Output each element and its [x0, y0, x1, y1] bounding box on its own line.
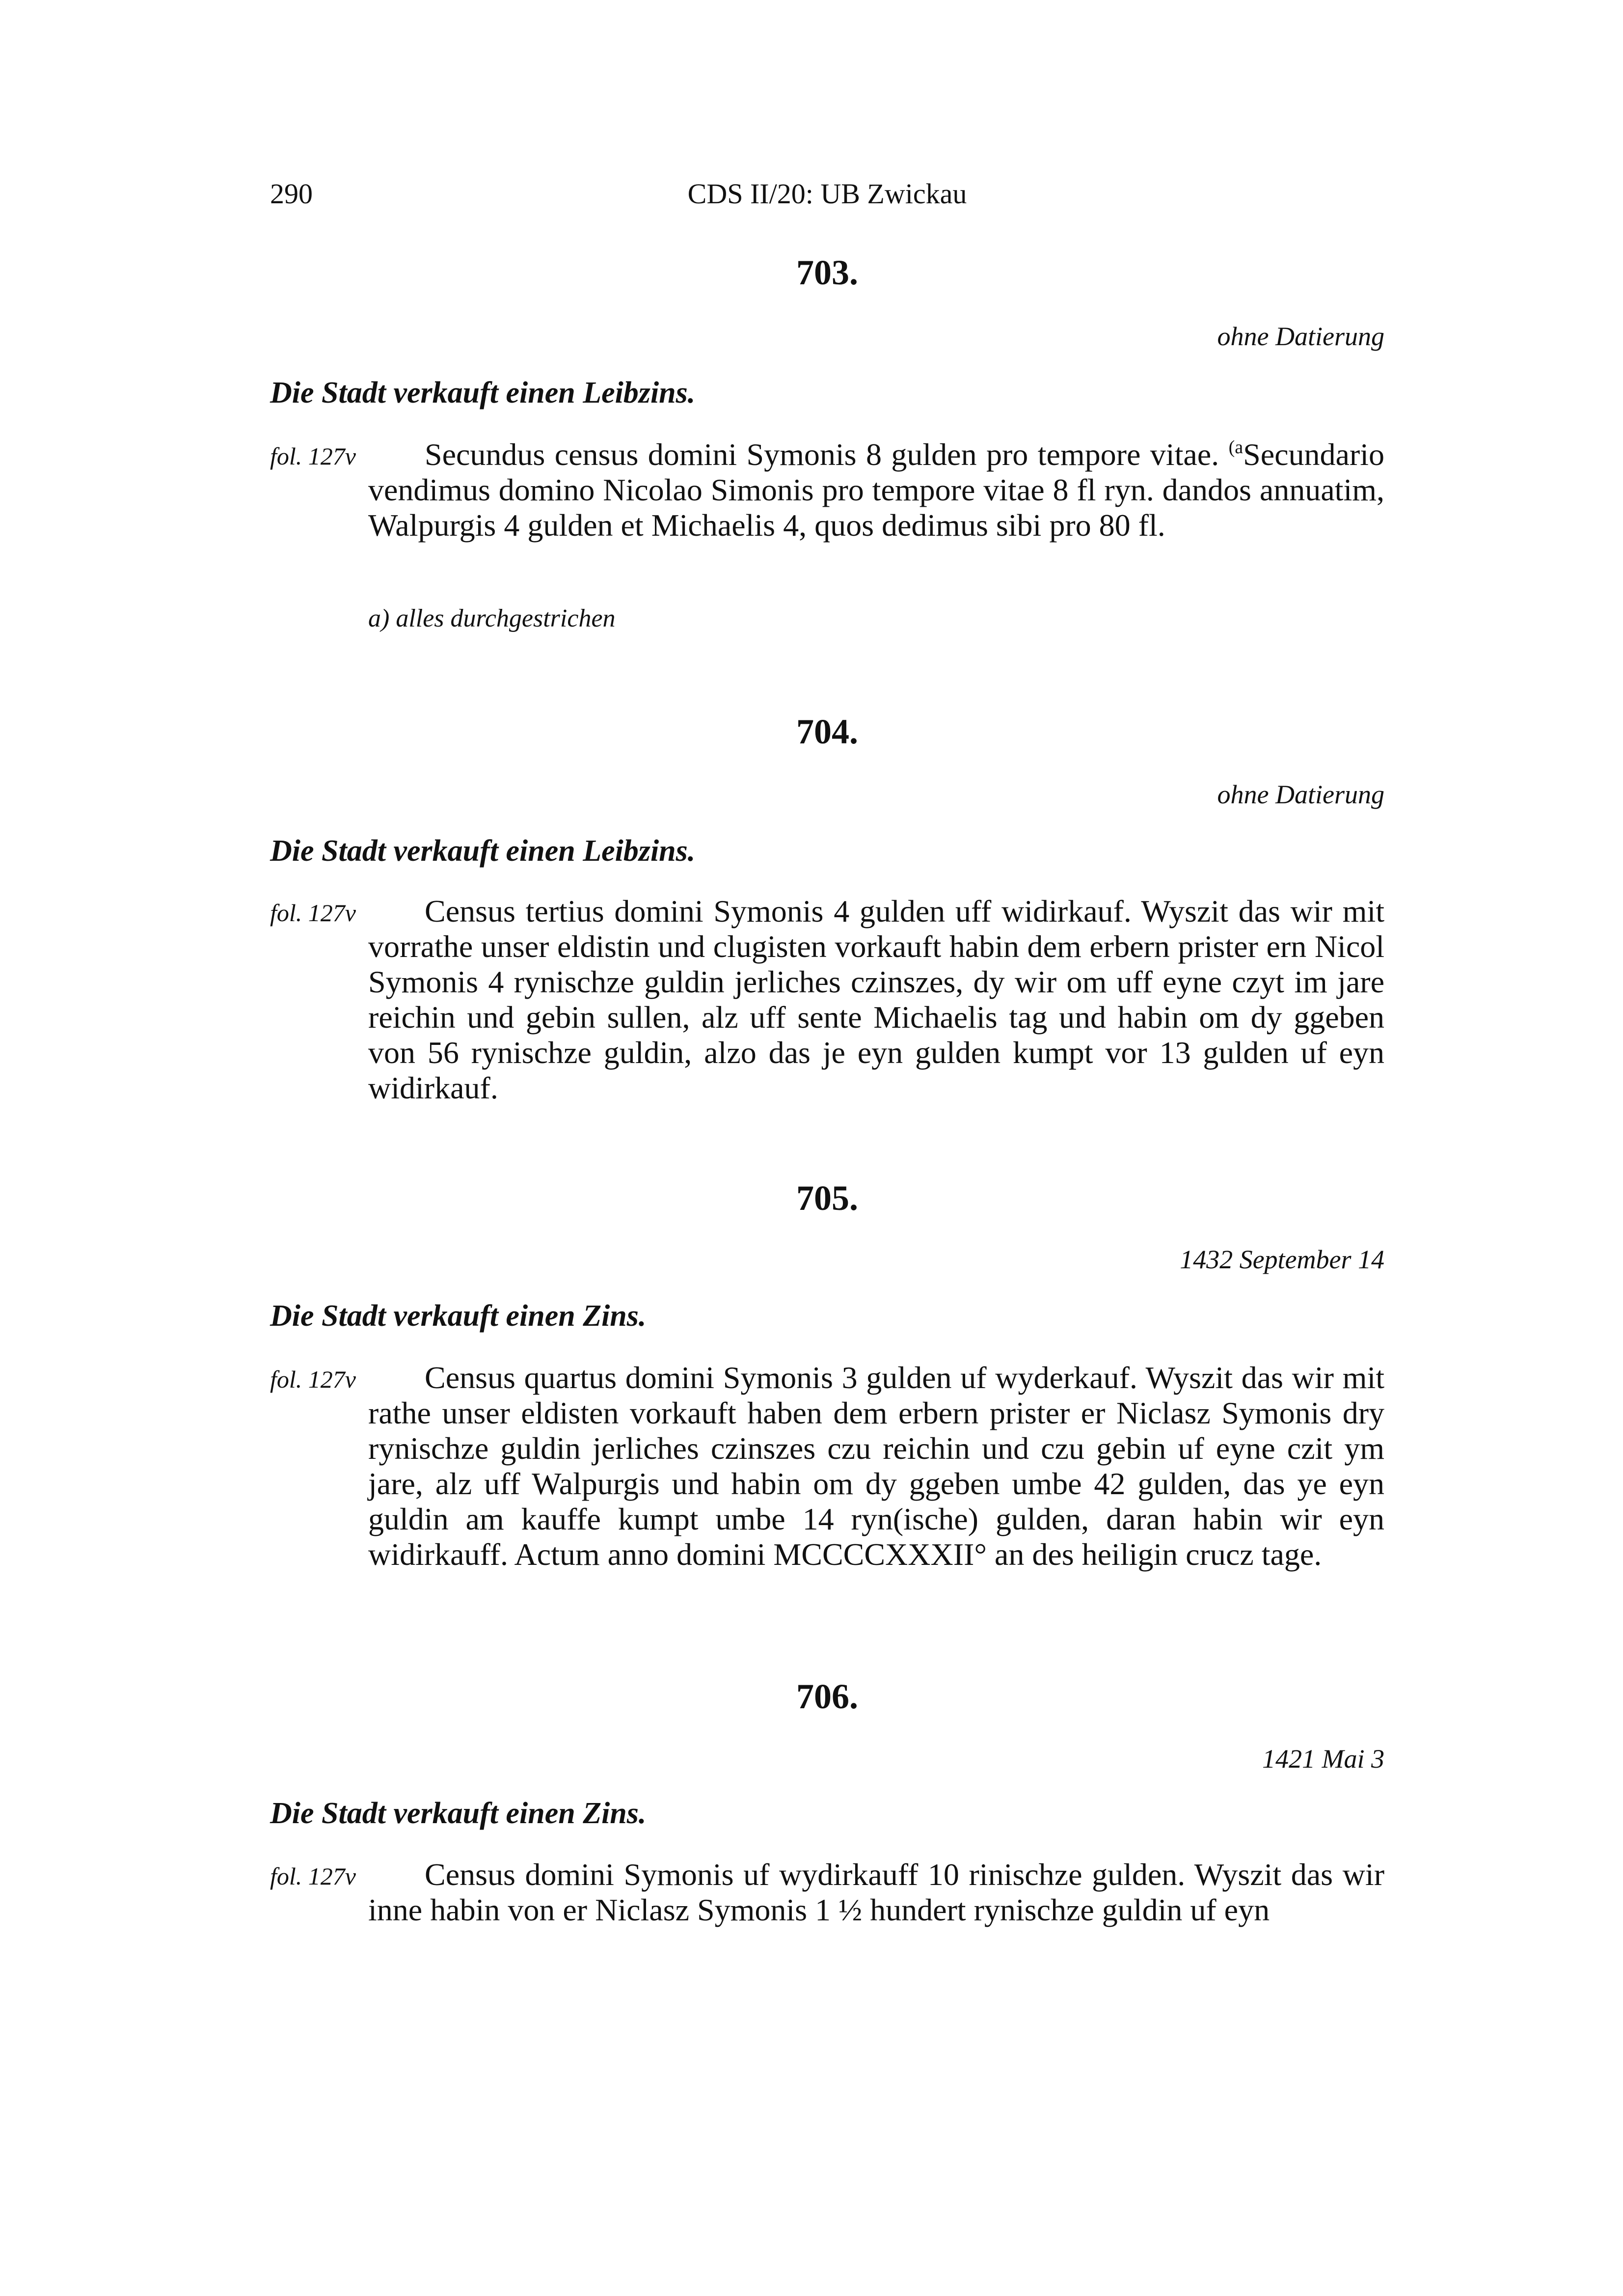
document-date: 1421 Mai 3 [1262, 1744, 1384, 1774]
page-number: 290 [270, 178, 313, 210]
document-text: Census tertius domini Symonis 4 gulden uff widirkauf. Wyszit das wir mit vorrathe unser eldistin und clugisten vorkauft habin dem erbern prister ern Nicol Symonis 4 rynischze guldin jerliches czinszes, dy wir om uff eyne czyt im jare reichin und gebin sullen, alz uff sente Michaelis tag und habin om dy ggeben von 56 rynischze guldin, alzo das je eyn gulden kumpt vor 13 gulden uf eyn widirkauf. [368, 894, 1384, 1105]
document-text-part: Secundario vendimus domino Nicolao Simonis pro tempore vitae 8 fl ryn. dandos annuatim, Walpurgis 4 gulden et Michaelis 4, quos dedimus sibi pro 80 fl. [368, 437, 1384, 543]
document-title: Die Stadt verkauft einen Leibzins. [270, 376, 696, 410]
folio-reference: fol. 127v [270, 442, 356, 470]
document-title: Die Stadt verkauft einen Leibzins. [270, 834, 696, 868]
folio-reference: fol. 127v [270, 899, 356, 927]
document-text: Census quartus domini Symonis 3 gulden uf wyderkauf. Wyszit das wir mit rathe unser eldisten vorkauft haben dem erbern prister er Niclasz Symonis dry rynischze guldin jerliches czinszes czu reichin und czu gebin uf eyne czit ym jare, alz uff Walpurgis und habin om dy ggeben umbe 42 gulden, das ye eyn guldin am kauffe kumpt umbe 14 ryn(ische) gulden, daran habin wir eyn widirkauff. Actum anno domini MCCCCXXXII° an des heiligin crucz tage. [368, 1360, 1384, 1572]
document-text-part: Secundus census domini Symonis 8 gulden pro tempore vitae. [425, 437, 1229, 472]
document-date: ohne Datierung [1217, 780, 1384, 809]
document-number: 706. [796, 1677, 858, 1716]
folio-reference: fol. 127v [270, 1862, 356, 1890]
document-number: 703. [796, 253, 858, 292]
document-number: 704. [796, 712, 858, 751]
folio-reference: fol. 127v [270, 1366, 356, 1393]
document-title: Die Stadt verkauft einen Zins. [270, 1299, 647, 1333]
footnote-marker: (a [1228, 437, 1244, 458]
document-number: 705. [796, 1178, 858, 1218]
running-title: CDS II/20: UB Zwickau [687, 178, 967, 210]
document-title: Die Stadt verkauft einen Zins. [270, 1797, 647, 1830]
document-date: ohne Datierung [1217, 322, 1384, 351]
document-date: 1432 September 14 [1180, 1245, 1384, 1274]
document-text [368, 437, 1384, 543]
document-text: Census domini Symonis uf wydirkauff 10 rinischze gulden. Wyszit das wir inne habin von er Niclasz Symonis 1 ½ hundert rynischze guldin uf eyn [368, 1857, 1384, 1927]
footnote: a) alles durchgestrichen [368, 604, 616, 632]
page-header [270, 174, 1384, 214]
